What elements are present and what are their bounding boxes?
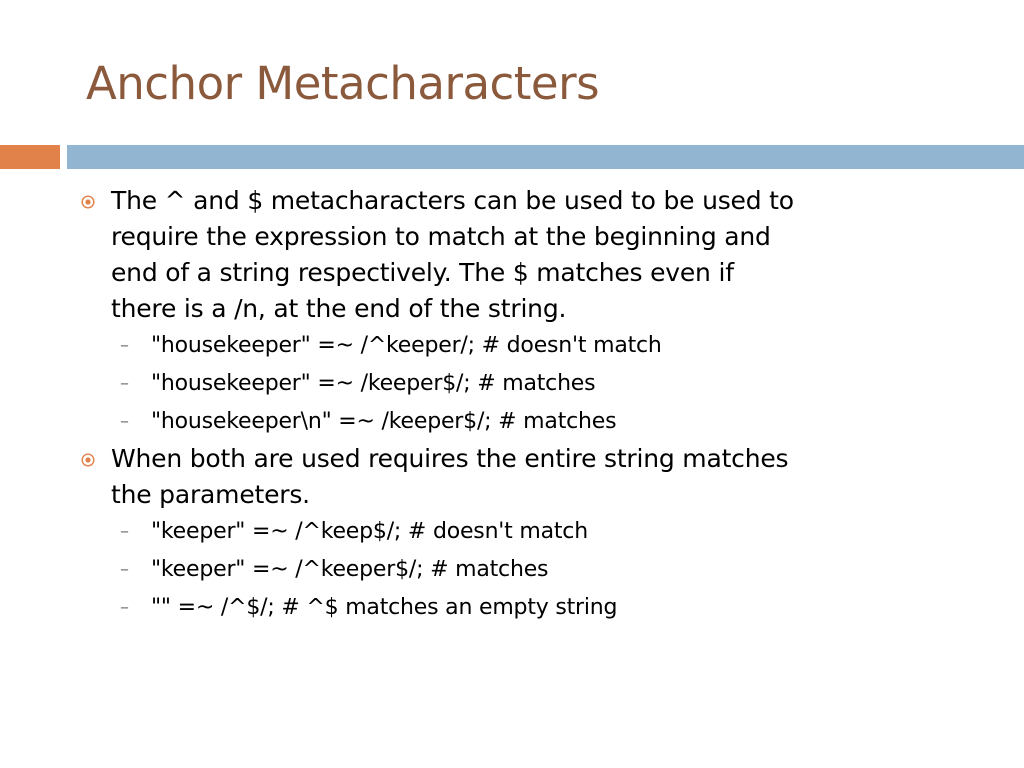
- bullet-text: require the expression to match at the beginning and: [111, 222, 771, 251]
- bullet-line: [80, 291, 1010, 327]
- sub-bullet-item: [80, 403, 1010, 441]
- bullet-item: [80, 183, 1010, 441]
- sub-bullet-item: [80, 365, 1010, 403]
- bullet-line: [80, 441, 1010, 477]
- code-example: "housekeeper" =~ /keeper$/; # matches: [151, 371, 596, 396]
- sub-bullet-item: [80, 551, 1010, 589]
- sub-bullet-item: [80, 589, 1010, 627]
- bullet-text: The ^ and $ metacharacters can be used to be used to: [111, 186, 794, 215]
- bullet-text: When both are used requires the entire string matches: [111, 444, 789, 473]
- sub-bullet-item: [80, 327, 1010, 365]
- bullet-line: [80, 183, 1010, 219]
- dash-icon: –: [120, 597, 129, 618]
- code-example: "housekeeper\n" =~ /keeper$/; # matches: [151, 409, 617, 434]
- dash-icon: –: [120, 521, 129, 542]
- dash-icon: –: [120, 411, 129, 432]
- dash-icon: –: [120, 373, 129, 394]
- dash-icon: –: [120, 335, 129, 356]
- circled-dot-icon: [81, 453, 95, 467]
- bullet-list: [80, 183, 1010, 627]
- slide-title: Anchor Metacharacters: [86, 57, 600, 110]
- title-divider-bar: [67, 145, 1024, 169]
- title-accent-bar: [0, 145, 60, 169]
- bullet-item: [80, 441, 1010, 627]
- sub-bullet-item: [80, 513, 1010, 551]
- code-example: "keeper" =~ /^keeper$/; # matches: [151, 557, 549, 582]
- bullet-text: the parameters.: [111, 480, 310, 509]
- code-example: "keeper" =~ /^keep$/; # doesn't match: [151, 519, 588, 544]
- bullet-text: there is a /n, at the end of the string.: [111, 294, 567, 323]
- dash-icon: –: [120, 559, 129, 580]
- bullet-line: [80, 255, 1010, 291]
- circled-dot-icon: [81, 195, 95, 209]
- bullet-line: [80, 477, 1010, 513]
- bullet-text: end of a string respectively. The $ matches even if: [111, 258, 734, 287]
- code-example: "housekeeper" =~ /^keeper/; # doesn't match: [151, 333, 662, 358]
- bullet-line: [80, 219, 1010, 255]
- code-example: "" =~ /^$/; # ^$ matches an empty string: [151, 595, 618, 620]
